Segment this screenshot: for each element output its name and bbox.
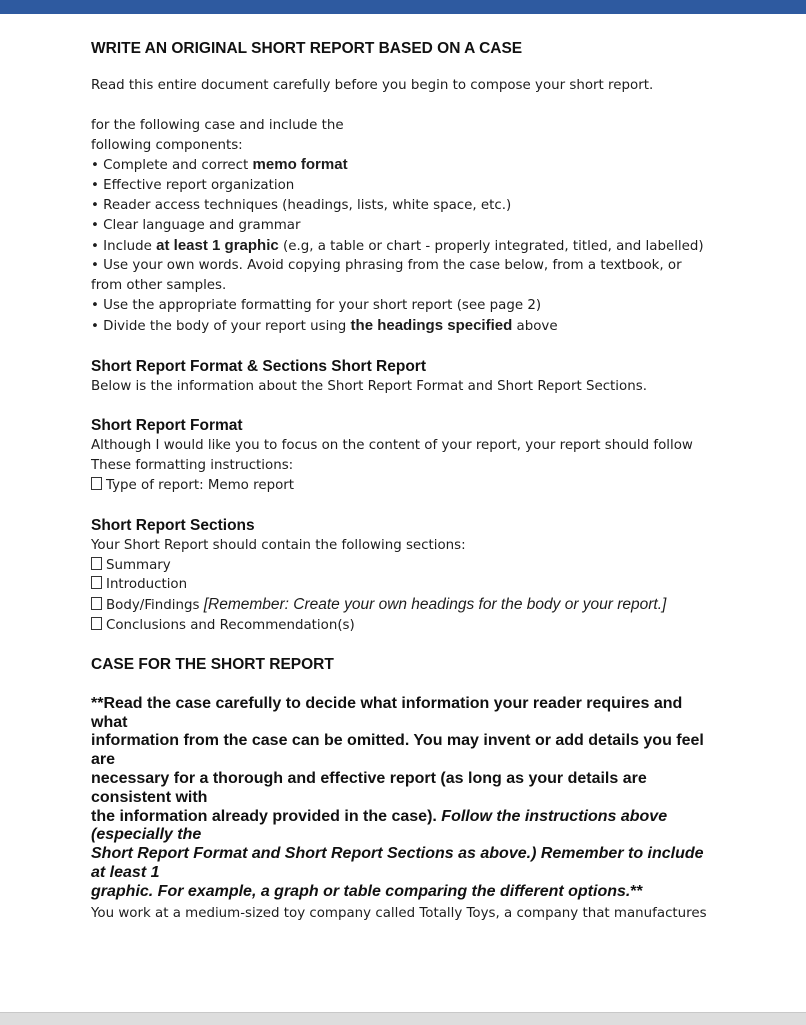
- components-list: [91, 116, 731, 337]
- checkbox-icon: [91, 617, 102, 630]
- bullet-text: above: [512, 318, 558, 334]
- bullet-item: • Use the appropriate formatting for your short report (see page 2): [91, 297, 542, 313]
- window-bottom-bar: [0, 1012, 806, 1025]
- section-text: Your Short Report should contain the following sections:: [91, 537, 466, 553]
- bullet-text: (e.g, a table or chart - properly integrated, titled, and labelled): [278, 238, 704, 254]
- document-title: WRITE AN ORIGINAL SHORT REPORT BASED ON A CASE: [91, 40, 523, 57]
- body-note: [Remember: Create your own headings for the body or your report.]: [203, 596, 667, 614]
- case-heading: CASE FOR THE SHORT REPORT: [91, 655, 334, 673]
- case-line: Short Report Format and Short Report Sections as above.) Remember to include: [91, 845, 704, 863]
- case-line: **Read the case carefully to decide what information your reader requires and: [91, 694, 683, 712]
- bullet-bold: at least 1 graphic: [156, 236, 279, 254]
- bullet-item-continuation: from other samples.: [91, 278, 227, 294]
- case-instructions: [91, 695, 731, 902]
- case-line: consistent with: [91, 788, 208, 806]
- list-intro-line: following components:: [91, 137, 243, 153]
- checkbox-icon: [91, 477, 102, 490]
- checkbox-label: Type of report: Memo report: [106, 477, 295, 493]
- checkbox-item: [91, 595, 731, 616]
- section-text: These formatting instructions:: [91, 458, 294, 474]
- section-heading: Short Report Format: [91, 417, 243, 435]
- checkbox-label: Summary: [106, 557, 171, 573]
- section-heading: Short Report Sections: [91, 516, 255, 534]
- case-line: (especially the: [91, 826, 202, 844]
- list-intro-line: for the following case and include the: [91, 117, 344, 133]
- case-text: the information already provided in the case).: [91, 807, 442, 825]
- bullet-text: • Divide the body of your report using: [91, 318, 351, 334]
- checkbox-label: Introduction: [106, 577, 188, 593]
- document-page: [91, 36, 731, 924]
- bullet-item: • Effective report organization: [91, 178, 295, 194]
- intro-text: Read this entire document carefully before you begin to compose your short report.: [91, 78, 654, 93]
- case-text-italic: Follow the instructions above: [441, 807, 668, 825]
- bullet-item: • Reader access techniques (headings, lists, white space, etc.): [91, 197, 512, 213]
- section-text: Below is the information about the Short Report Format and Short Report Sections.: [91, 378, 647, 394]
- case-line: at least 1: [91, 863, 160, 881]
- bullet-item: • Use your own words. Avoid copying phrasing from the case below, from a textbook, or: [91, 258, 682, 274]
- checkbox-item: [91, 556, 731, 576]
- case-line: information from the case can be omitted. You may invent or add details you feel: [91, 732, 704, 750]
- section-heading: Short Report Format & Sections Short Report: [91, 357, 426, 375]
- bullet-item: [91, 236, 731, 257]
- section-text: Although I would like you to focus on the content of your report, your report should follow: [91, 438, 693, 454]
- case-line: [91, 808, 731, 827]
- bullet-item: • Clear language and grammar: [91, 217, 301, 233]
- case-line: necessary for a thorough and effective report (as long as your details are: [91, 769, 647, 787]
- case-text-italic: graphic. For example, a graph or table comparing the different options.: [91, 882, 631, 900]
- checkbox-label: Body/Findings: [106, 598, 204, 614]
- case-body-text: You work at a medium-sized toy company called Totally Toys, a company that manufactures: [91, 905, 707, 921]
- checkbox-item: [91, 575, 731, 595]
- checkbox-icon: [91, 576, 102, 589]
- case-line: are: [91, 751, 116, 769]
- checkbox-item: [91, 616, 731, 636]
- bullet-bold: memo format: [252, 156, 348, 174]
- checkbox-item: [91, 476, 731, 496]
- checkbox-icon: [91, 597, 102, 610]
- case-text: **: [630, 882, 643, 900]
- case-line: what: [91, 713, 128, 731]
- case-line: [91, 883, 731, 902]
- report-format-section: [91, 416, 731, 495]
- checkbox-icon: [91, 557, 102, 570]
- bullet-text: • Complete and correct: [91, 158, 253, 174]
- bullet-bold: the headings specified: [350, 316, 513, 334]
- format-sections-section: [91, 357, 731, 397]
- window-top-bar: [0, 0, 806, 14]
- bullet-item: [91, 155, 731, 176]
- checkbox-label: Conclusions and Recommendation(s): [106, 617, 355, 633]
- bullet-item: [91, 316, 731, 337]
- report-sections-section: [91, 516, 731, 636]
- bullet-text: • Include: [91, 238, 157, 254]
